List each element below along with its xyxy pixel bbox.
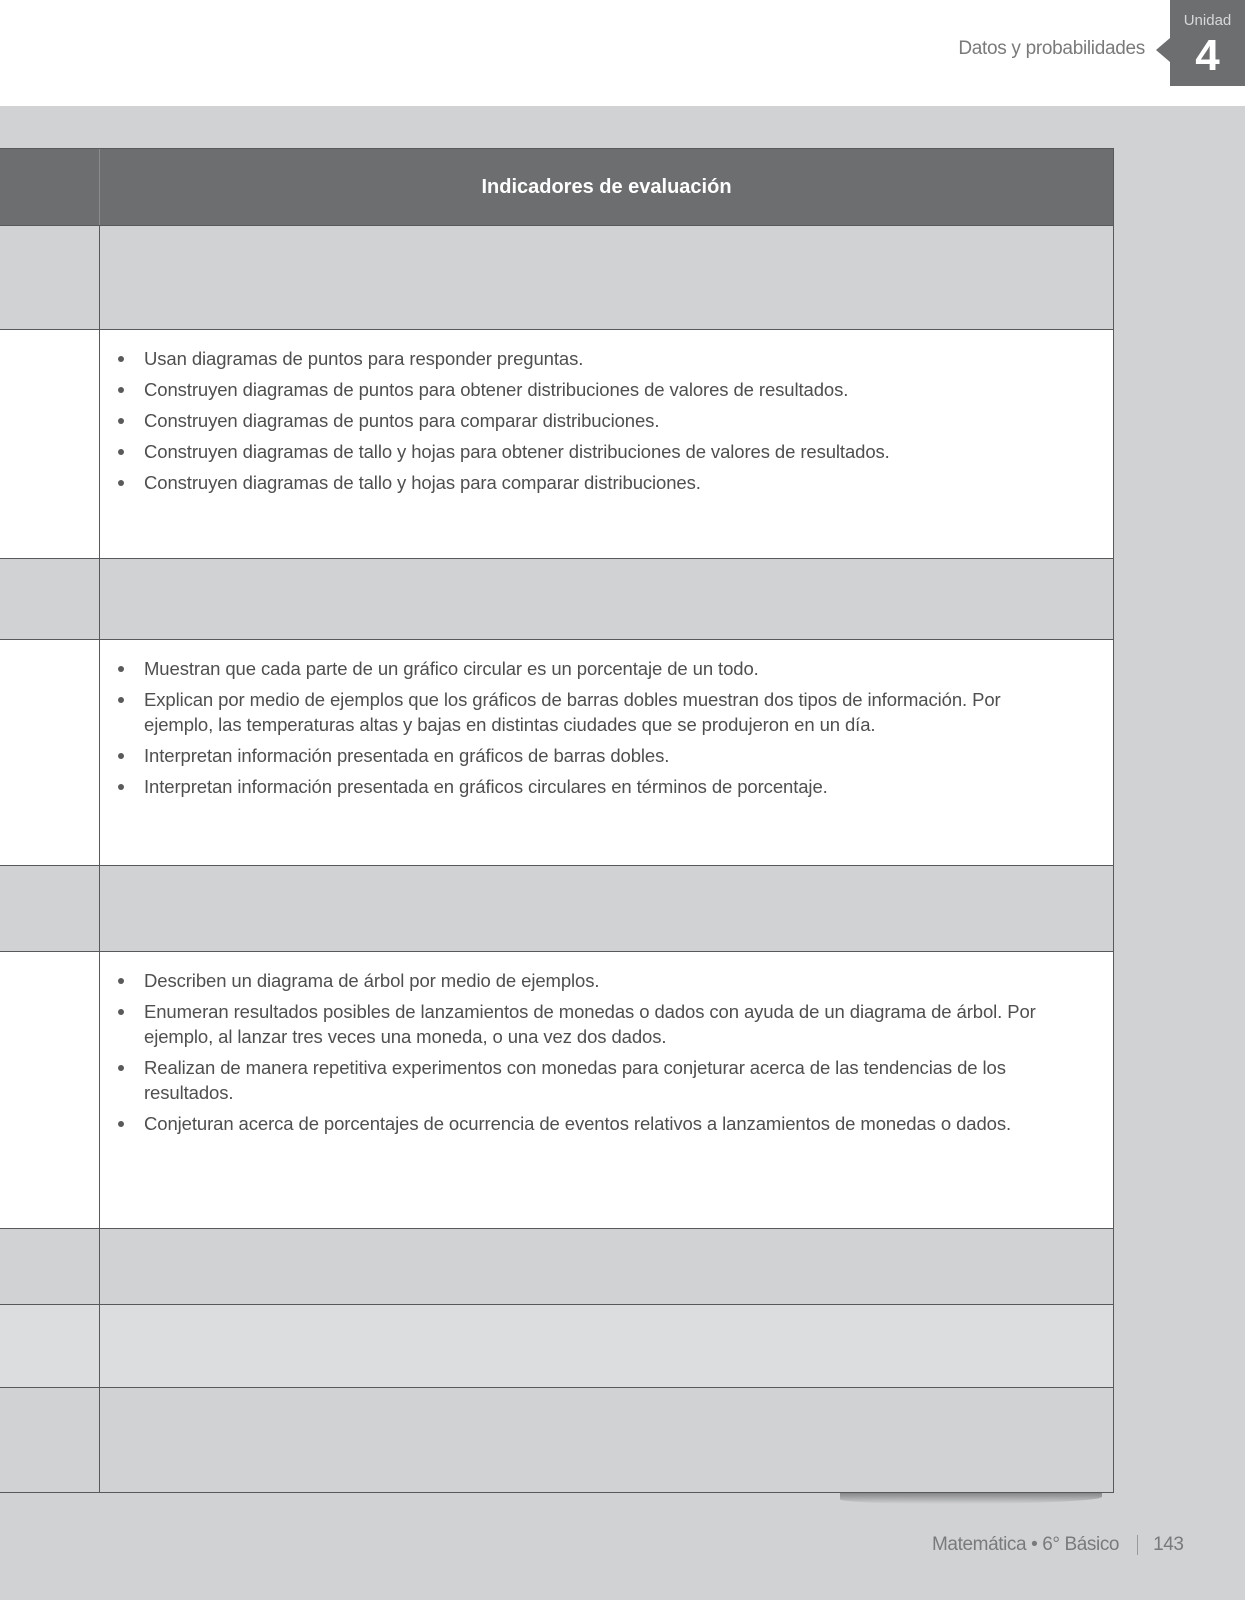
list-item: Usan diagramas de puntos para responder preguntas. <box>144 346 1073 371</box>
footer-divider <box>1137 1535 1138 1555</box>
table-row <box>0 1228 1113 1304</box>
header-cell-left <box>0 149 100 225</box>
table-shadow <box>840 1492 1102 1504</box>
section-title: Datos y probabilidades <box>958 38 1145 59</box>
list-item: Interpretan información presentada en gráficos circulares en términos de porcentaje. <box>144 774 1073 799</box>
unit-label: Unidad <box>1183 12 1232 29</box>
unit-number: 4 <box>1195 31 1220 80</box>
evaluation-table <box>0 148 1114 1493</box>
book-title: Matemática • 6° Básico <box>932 1534 1120 1555</box>
list-item: Explican por medio de ejemplos que los gráficos de barras dobles muestran dos tipos de información. Por ejemplo, las temperaturas altas y bajas en distintas ciudades que se produjeron en un día. <box>144 687 1073 737</box>
table-row <box>0 225 1113 329</box>
page-footer <box>932 1534 1184 1556</box>
indicator-list <box>100 640 1113 799</box>
list-item: Describen un diagrama de árbol por medio de ejemplos. <box>144 968 1073 993</box>
tab-arrow-icon <box>1156 38 1170 62</box>
list-item: Conjeturan acerca de porcentajes de ocurrencia de eventos relativos a lanzamientos de monedas o dados. <box>144 1111 1073 1136</box>
list-item: Realizan de manera repetitiva experimentos con monedas para conjeturar acerca de las tendencias de los resultados. <box>144 1055 1073 1105</box>
table-row <box>0 1387 1113 1492</box>
column-header: Indicadores de evaluación <box>481 175 732 198</box>
list-item: Construyen diagramas de puntos para obtener distribuciones de valores de resultados. <box>144 377 1073 402</box>
table-row <box>0 558 1113 639</box>
list-item: Interpretan información presentada en gráficos de barras dobles. <box>144 743 1073 768</box>
table-row <box>0 951 1113 1228</box>
list-item: Enumeran resultados posibles de lanzamientos de monedas o dados con ayuda de un diagrama de árbol. Por ejemplo, al lanzar tres veces una moneda, o una vez dos dados. <box>144 999 1073 1049</box>
page-number: 143 <box>1153 1534 1184 1555</box>
page-header <box>0 0 1245 106</box>
table-row <box>0 865 1113 951</box>
table-row <box>0 329 1113 558</box>
unit-tab <box>1170 0 1245 86</box>
table-header-row <box>0 149 1113 225</box>
table-row <box>0 639 1113 865</box>
list-item: Muestran que cada parte de un gráfico circular es un porcentaje de un todo. <box>144 656 1073 681</box>
indicator-list <box>100 952 1113 1136</box>
list-item: Construyen diagramas de tallo y hojas para comparar distribuciones. <box>144 470 1073 495</box>
table-row <box>0 1304 1113 1387</box>
list-item: Construyen diagramas de tallo y hojas para obtener distribuciones de valores de resultados. <box>144 439 1073 464</box>
indicator-list <box>100 330 1113 495</box>
list-item: Construyen diagramas de puntos para comparar distribuciones. <box>144 408 1073 433</box>
